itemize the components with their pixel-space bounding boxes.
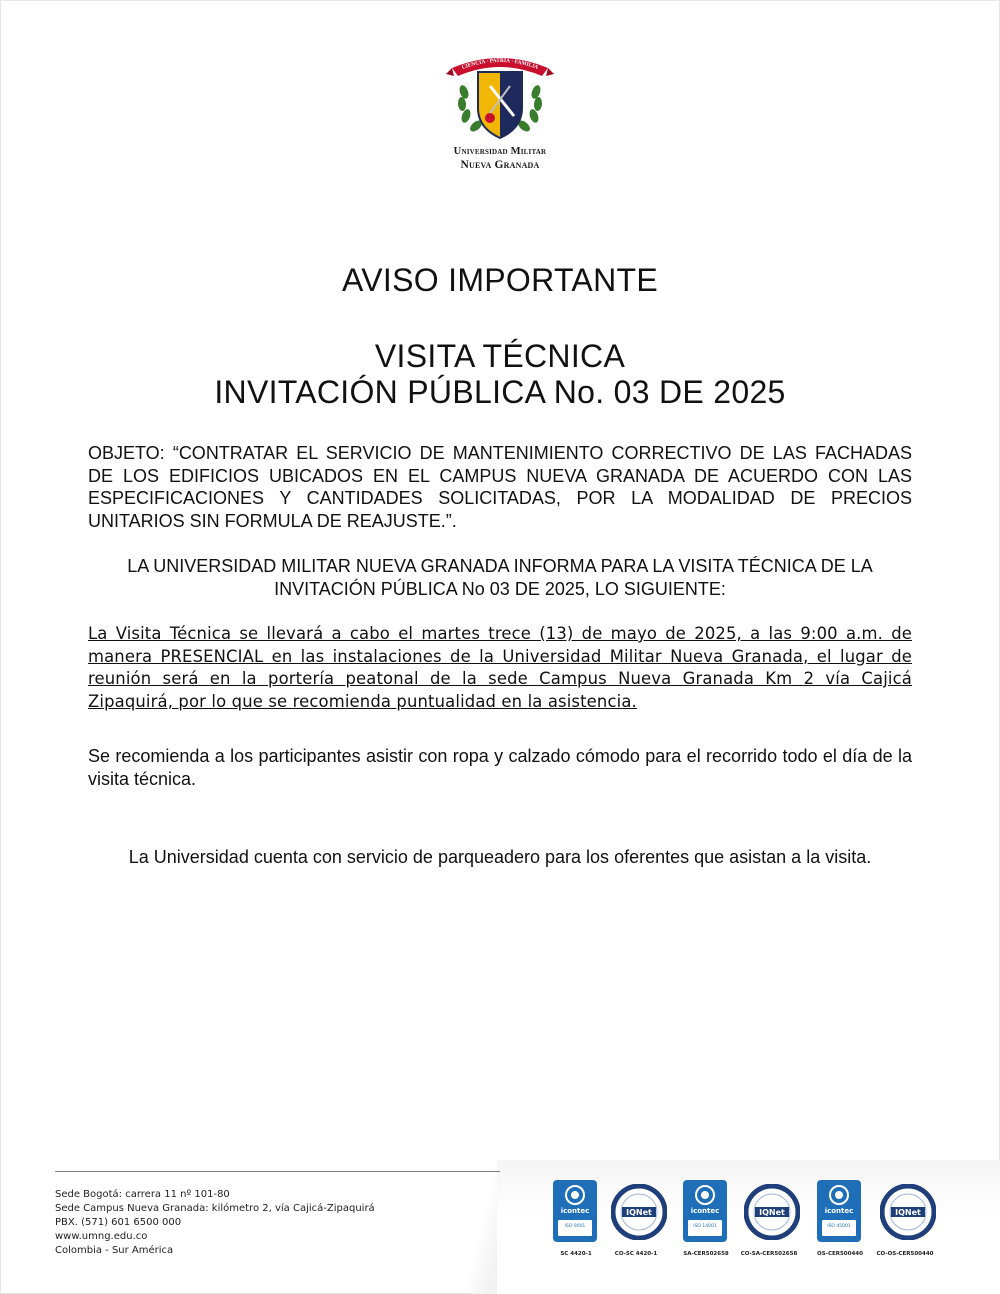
- icontec-iso14001-badge: [681, 1180, 731, 1260]
- visita-detail-paragraph: La Visita Técnica se llevará a cabo el martes trece (13) de mayo de 2025, a las 9:00 a.m. de manera PRESENCIAL en las instalaciones de la Universidad Militar Nueva Granada, el lugar de reunión será en la portería peatonal de la sede Campus Nueva Granada Km 2 vía Cajicá Zipaquirá, por lo que se recomienda puntualidad en la asistencia.: [88, 624, 912, 711]
- iqnet-logo-icon: [880, 1184, 936, 1240]
- footer-address-campus: Sede Campus Nueva Granada: kilómetro 2, vía Cajicá-Zipaquirá: [55, 1203, 375, 1214]
- cert-code: CO-SA-CER502658: [740, 1251, 798, 1257]
- icontec-logo-icon: icontec ISO 9001: [553, 1180, 597, 1242]
- informa-paragraph: LA UNIVERSIDAD MILITAR NUEVA GRANADA INFORMA PARA LA VISITA TÉCNICA DE LA INVITACIÓN PÚBLICA No 03 DE 2025, LO SIGUIENTE:: [127, 556, 873, 599]
- cert-code: CO-SC 4420-1: [614, 1251, 658, 1257]
- iqnet-badge-1: [611, 1180, 661, 1260]
- page-title: AVISO IMPORTANTE: [342, 262, 658, 298]
- footer-contact-info: [55, 1188, 495, 1258]
- footer-phone: PBX. (571) 601 6500 000: [55, 1217, 182, 1228]
- logo-name-line1: Universidad Militar: [453, 146, 547, 157]
- cert-code: SA-CER502658: [683, 1251, 729, 1257]
- footer-address-bogota: Sede Bogotá: carrera 11 nº 101-80: [55, 1189, 230, 1200]
- svg-text:IQNet: IQNet: [759, 1208, 785, 1217]
- icontec-logo-icon: icontec ISO 45001: [817, 1180, 861, 1242]
- parking-paragraph: La Universidad cuenta con servicio de parqueadero para los oferentes que asistan a la visita.: [128, 847, 872, 867]
- cert-code: SC 4420-1: [560, 1251, 592, 1257]
- iqnet-badge-2: [740, 1180, 798, 1260]
- icontec-logo-icon: icontec ISO 14001: [683, 1180, 727, 1242]
- university-crest-icon: [444, 46, 556, 144]
- iqnet-badge-3: [876, 1180, 934, 1260]
- recommendation-paragraph: Se recomienda a los participantes asistir con ropa y calzado cómodo para el recorrido todo el día de la visita técnica.: [88, 746, 912, 789]
- iqnet-logo-icon: [744, 1184, 800, 1240]
- iqnet-logo-icon: [611, 1184, 667, 1240]
- cert-code: OS-CER500440: [817, 1251, 863, 1257]
- icontec-iso45001-badge: [815, 1180, 865, 1260]
- objeto-paragraph: OBJETO: “CONTRATAR EL SERVICIO DE MANTENIMIENTO CORRECTIVO DE LAS FACHADAS DE LOS EDIFICIOS UBICADOS EN EL CAMPUS NUEVA GRANADA DE ACUERDO CON LAS ESPECIFICACIONES Y CANTIDADES SOLICITADAS, POR LA MODALIDAD DE PRECIOS UNITARIOS SIN FORMULA DE REAJUSTE.”.: [88, 443, 912, 531]
- logo-motto: CIENCIA · PATRIA · FAMILIA: [461, 57, 539, 71]
- logo-name-line2: Nueva Granada: [460, 159, 540, 171]
- svg-text:IQNet: IQNet: [626, 1208, 652, 1217]
- svg-text:IQNet: IQNet: [895, 1208, 921, 1217]
- footer-divider: [55, 1171, 500, 1172]
- footer-website: www.umng.edu.co: [55, 1231, 148, 1242]
- footer-country: Colombia - Sur América: [55, 1245, 174, 1256]
- cert-code: CO-OS-CER500440: [876, 1251, 934, 1257]
- icontec-iso9001-badge: [551, 1180, 601, 1260]
- university-logo: [438, 46, 562, 180]
- subtitle-invitacion: INVITACIÓN PÚBLICA No. 03 DE 2025: [214, 374, 786, 410]
- subtitle-visita: VISITA TÉCNICA: [374, 338, 626, 374]
